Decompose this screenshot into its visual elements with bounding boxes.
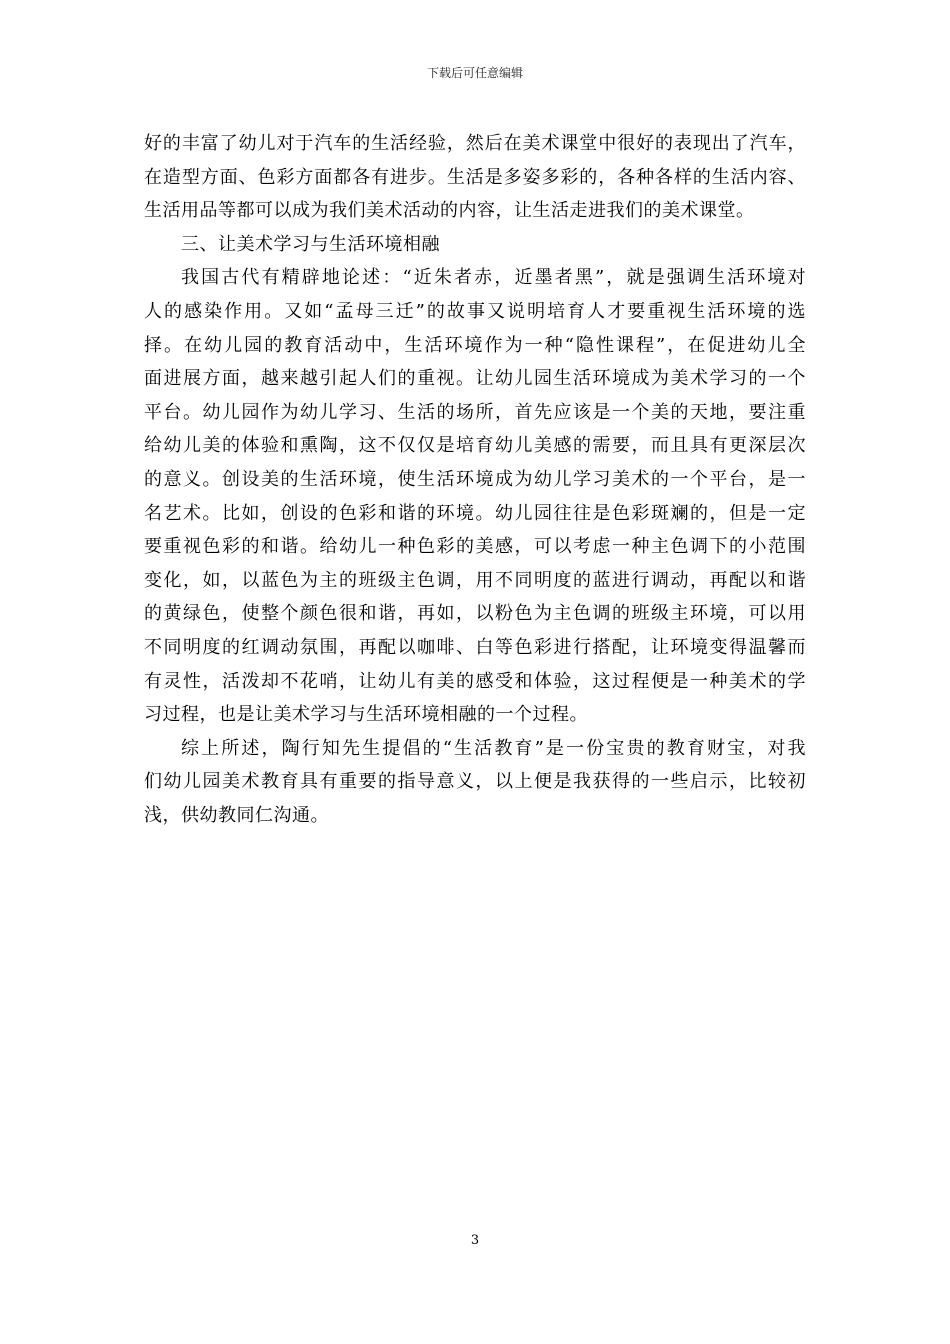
section-heading: 三、让美术学习与生活环境相融: [181, 233, 440, 255]
text-line: 我国古代有精辟地论述：“近朱者赤，近墨者黑”，就是强调生活环境对: [181, 267, 806, 289]
page-number: 3: [470, 1233, 480, 1248]
text-line: 的意义。创设美的生活环境，使生活环境成为幼儿学习美术的一个平台，是一: [144, 468, 806, 490]
page-header: 下载后可任意编辑: [426, 66, 523, 80]
text-line: 要重视色彩的和谐。给幼儿一种色彩的美感，可以考虑一种主色调下的小范围: [144, 536, 806, 558]
text-line: 变化，如，以蓝色为主的班级主色调，用不同明度的蓝进行调动，再配以和谐: [144, 569, 806, 591]
text-line: 浅，供幼教同仁沟通。: [144, 804, 329, 826]
text-line: 不同明度的红调动氛围，再配以咖啡、白等色彩进行搭配，让环境变得温馨而: [144, 636, 806, 658]
text-line: 人的感染作用。又如“孟母三迁”的故事又说明培育人才要重视生活环境的选: [144, 300, 806, 322]
text-line: 的黄绿色，使整个颜色很和谐，再如，以粉色为主色调的班级主环境，可以用: [144, 603, 806, 625]
document-body: [144, 127, 806, 832]
text-line: 习过程，也是让美术学习与生活环境相融的一个过程。: [144, 704, 588, 726]
text-line: 面进展方面，越来越引起人们的重视。让幼儿园生活环境成为美术学习的一个: [144, 368, 806, 390]
text-line: 名艺术。比如，创设的色彩和谐的环境。幼儿园往往是色彩斑斓的，但是一定: [144, 502, 806, 524]
text-line: 有灵性，活泼却不花哨，让幼儿有美的感受和体验，这过程便是一种美术的学: [144, 670, 806, 692]
text-line: 在造型方面、色彩方面都各有进步。生活是多姿多彩的，各种各样的生活内容、: [144, 166, 806, 188]
text-line: 们幼儿园美术教育具有重要的指导意义，以上便是我获得的一些启示，比较初: [144, 771, 806, 793]
text-line: 给幼儿美的体验和熏陶，这不仅仅是培育幼儿美感的需要，而且具有更深层次: [144, 435, 806, 457]
text-line: 平台。幼儿园作为幼儿学习、生活的场所，首先应该是一个美的天地，要注重: [144, 401, 806, 423]
text-line: 好的丰富了幼儿对于汽车的生活经验，然后在美术课堂中很好的表现出了汽车，: [144, 133, 806, 154]
text-line: 择。在幼儿园的教育活动中，生活环境作为一种“隐性课程”，在促进幼儿全: [144, 334, 806, 356]
text-line: 生活用品等都可以成为我们美术活动的内容，让生活走进我们的美术课堂。: [144, 200, 755, 222]
text-line: 综上所述，陶行知先生提倡的“生活教育”是一份宝贵的教育财宝，对我: [181, 737, 806, 759]
